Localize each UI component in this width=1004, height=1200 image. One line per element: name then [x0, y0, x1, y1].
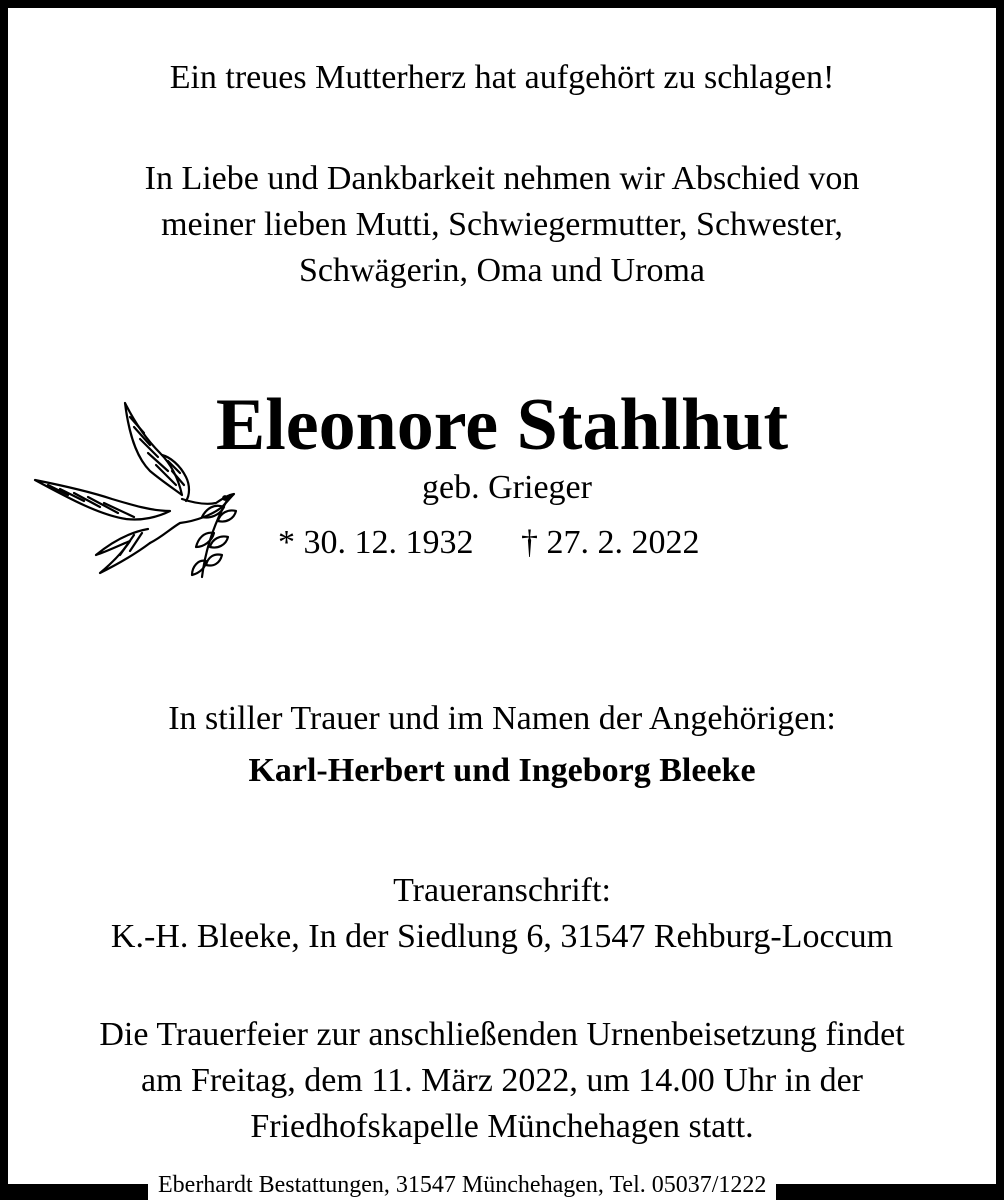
deceased-name: Eleonore Stahlhut [215, 384, 789, 466]
address-value: K.-H. Bleeke, In der Siedlung 6, 31547 Rehburg-Loccum [110, 918, 894, 955]
ceremony-line-3: Friedhofskapelle Münchehagen statt. [250, 1108, 754, 1145]
address-label: Traueranschrift: [393, 872, 611, 909]
funeral-home-footer: Eberhardt Bestattungen, 31547 Münchehagen, Tel. 05037/1222 [148, 1170, 776, 1200]
death-date: † 27. 2. 2022 [521, 524, 700, 561]
intro-line: Ein treues Mutterherz hat aufgehört zu schlagen! [169, 59, 835, 96]
ceremony-line-2: am Freitag, dem 11. März 2022, um 14.00 Uhr in der [140, 1062, 864, 1099]
ceremony-line-1: Die Trauerfeier zur anschließenden Urnenbeisetzung findet [99, 1016, 905, 1053]
mourning-intro: In stiller Trauer und im Namen der Angehörigen: [168, 700, 836, 737]
farewell-line-3: Schwägerin, Oma und Uroma [298, 252, 705, 289]
farewell-line-2: meiner lieben Mutti, Schwiegermutter, Schwester, [161, 206, 843, 243]
mourner-names: Karl-Herbert und Ingeborg Bleeke [248, 752, 756, 789]
farewell-line-1: In Liebe und Dankbarkeit nehmen wir Abschied von [144, 160, 860, 197]
maiden-name: geb. Grieger [422, 469, 592, 506]
birth-date: * 30. 12. 1932 [278, 524, 474, 561]
